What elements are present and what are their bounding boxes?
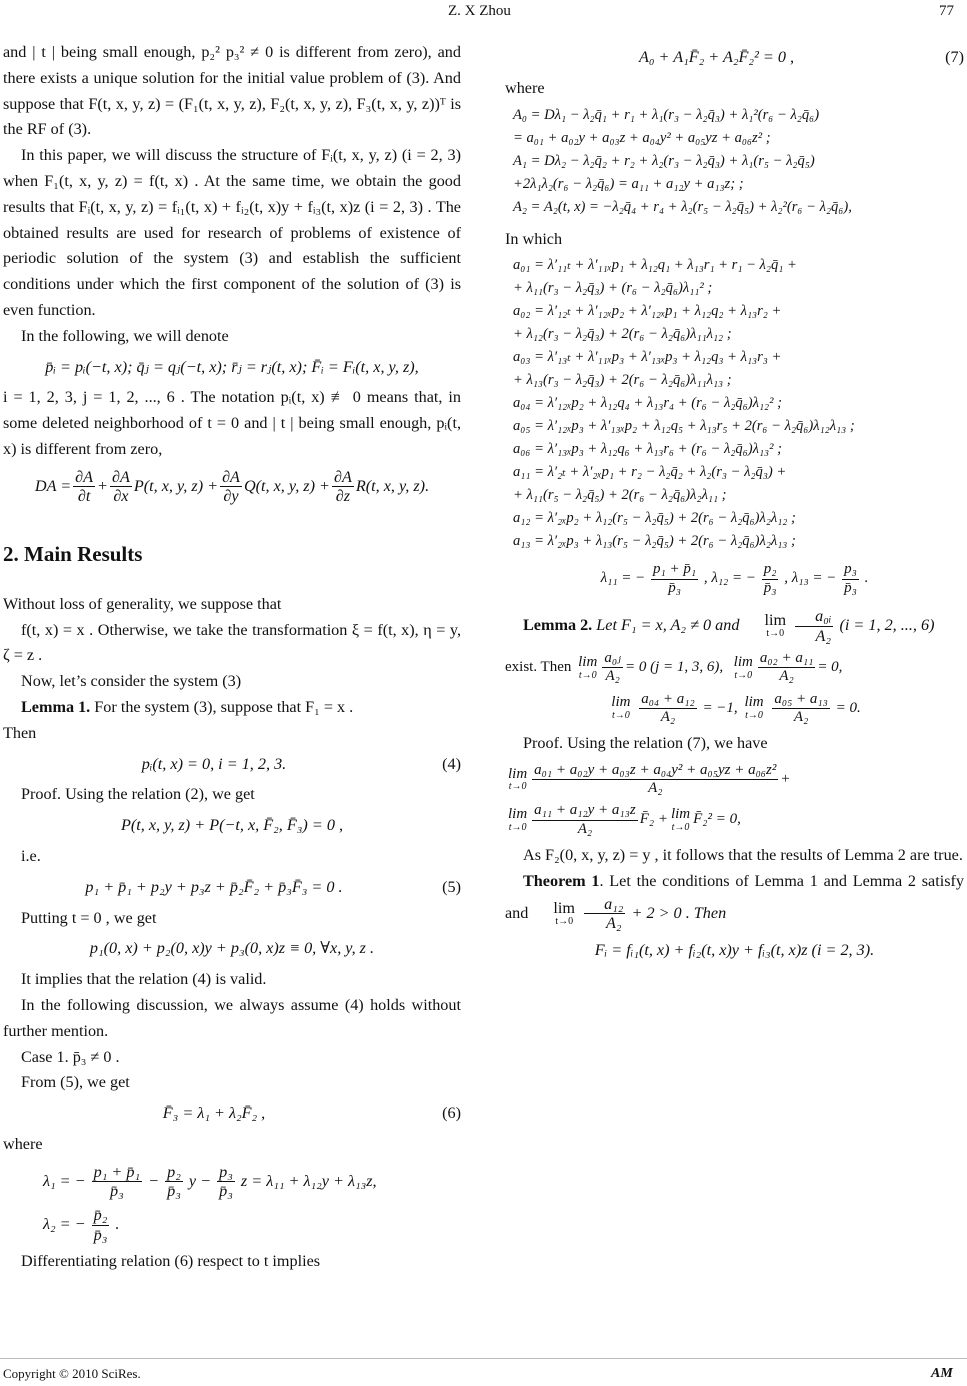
section-heading: 2. Main Results	[3, 542, 143, 566]
proof-1-intro: Proof. Using the relation (2), we get	[21, 785, 255, 804]
generality-paragraph: Without loss of generality, we suppose that	[3, 594, 282, 613]
lemma-2-results-b: lim t→0 $\frac{\text{a₀₄ + a₁₂}}{\text{A₂}}$ = −1, lim t→0 $\frac{\text{a₀₅ + a₁₃}}{\text{A₂}}$ = 0.	[611, 690, 861, 725]
proof-2-intro: Proof. Using the relation (7), we have	[523, 734, 768, 753]
equation-p-relation: P(t, x, y, z) + P(−t, x, F̄₂, F̄₃) = 0 ,	[120, 816, 344, 835]
lemma-2-statement: Lemma 2. Let F₁ = x, A₂ ≠ 0 and lim t→0 $\frac{\text{a₀ᵢ}}{\text{A₂}}$ (i = 1, 2, ..., 6)	[523, 606, 935, 645]
proof-2-limit-a: lim t→0 $\frac{\text{a₀₁ + a₀₂y + a₀₃z + a₀₄y² + a₀₅yz + a₀₆z²}}{\text{A₂}}$ +	[508, 761, 791, 797]
theorem-1-equation: Fᵢ = fᵢ₁(t, x) + fᵢ₂(t, x)y + fᵢ₃(t, x)z (i = 2, 3).	[594, 940, 875, 959]
from-5-label: From (5), we get	[21, 1073, 130, 1092]
lambda-coefficients: λ₁₁ = − $\frac{\text{p₁ + p̄₁}}{\text{p̄₃}}$ , λ₁₂ = − $\frac{\text{p₂}}{\text{p̄₃}}$ , λ₁₃ = − $\frac{\text{p₃}}{\text{p̄₃}}$ .	[600, 561, 869, 596]
equation-7: A₀ + A₁F̄₂ + A₂F̄₂² = 0 , (7)	[638, 48, 964, 66]
transformation-paragraph: f(t, x) = x . Otherwise, we take the transformation ξ = f(t, x), η = y, ζ = z .	[3, 620, 461, 665]
notation-paragraph: i = 1, 2, 3, j = 1, 2, ..., 6 . The notation pᵢ(t, x) ≢ 0 means that, in some deleted neighborhood of t = 0 and | t | being small enough, pᵢ(t, x) is different from zero,	[3, 388, 461, 458]
consider-system: Now, let’s consider the system (3)	[21, 672, 242, 691]
as-paragraph: As F₂(0, x, y, z) = y , it follows that the results of Lemma 2 are true.	[523, 845, 963, 864]
page-number: 77	[939, 3, 954, 19]
equation-identity: p₁(0, x) + p₂(0, x)y + p₃(0, x)z ≡ 0, ∀x, y, z .	[89, 939, 375, 958]
equation-5: p₁ + p̄₁ + p₂y + p₃z + p̄₂F̄₂ + p̄₃F̄₃ = 0 . (5)	[85, 877, 461, 896]
right-column	[505, 40, 964, 969]
equation-4: pᵢ(t, x) = 0, i = 1, 2, 3. (4)	[141, 754, 461, 773]
ie-label: i.e.	[21, 846, 41, 865]
copyright-notice: Copyright © 2010 SciRes.	[3, 1366, 141, 1381]
da-definition: DA = $\frac{\partial A}{\partial t}$ + $\frac{\partial A}{\partial x}$ P(t, x, y, z) + $\frac{\partial A}{\partial y}$ Q(t, x, y, z) + $\frac{\partial A}{\partial z}$ R(t, x, y, z).	[34, 467, 430, 506]
in-which-label: In which	[505, 229, 563, 248]
intro-paragraph: and | t | being small enough, p₂² p₃² ≠ 0 is different from zero), and there exists a unique solution for the initial value problem of (3). And suppose that F(t, x, y, z) = (F₁(t, x, y, z), F₂(t, x, y, z), F₃(t, x, y, z))ᵀ is the RF of (3).	[3, 43, 461, 139]
lambda-2-definition: λ₂ = − $\frac{\text{p̄₂}}{\text{p̄₃}}$ .	[43, 1205, 120, 1244]
where-label-right: where	[505, 78, 545, 97]
differentiating-paragraph: Differentiating relation (6) respect to t implies	[21, 1252, 321, 1271]
equation-6: F̄₃ = λ₁ + λ₂F̄₂ , (6)	[162, 1104, 461, 1123]
theorem-1-statement: Theorem 1. Let the conditions of Lemma 1 and Lemma 2 satisfy and lim t→0 $\frac{\text{a₁₂}}{\text{A₂}}$ + 2 > 0 . Then	[505, 871, 964, 933]
case-1-label: Case 1. p̄₃ ≠ 0 .	[21, 1047, 120, 1066]
proof-2-limit-b: lim t→0 $\frac{\text{a₁₁ + a₁₂y + a₁₃z}}{\text{A₂}}$ F̄₂ + lim t→0 F̄₂² = 0,	[508, 802, 741, 837]
journal-abbreviation: AM	[931, 1366, 953, 1381]
implies-paragraph: It implies that the relation (4) is valid.	[21, 970, 267, 989]
running-header-author: Z. X Zhou	[448, 3, 511, 19]
lambda-1-definition: λ₁ = − $\frac{\text{p₁ + p̄₁}}{\text{p̄₃}}$ − $\frac{\text{p₂}}{\text{p̄₃}}$ y − $\frac{\text{p₃}}{\text{p̄₃}}$ z = λ₁₁ + λ₁₂y + λ₁₃z,	[43, 1162, 377, 1201]
paper-aim-paragraph: In this paper, we will discuss the structure of Fᵢ(t, x, y, z) (i = 2, 3) when F₁(t, x, y, z) = f(t, x) . At the same time, we obtain the good results that Fᵢ(t, x, y, z) = fᵢ₁(t, x) + fᵢ₂(t, x)y + fᵢ₃(t, x)z (i = 2, 3) . The obtained results are used for research of problems of existence of periodic solution of the system (3) and establish the sufficient conditions under which the first component of the solution of (3) is even function.	[3, 146, 461, 319]
a-definitions: A₀ = Dλ₁ − λ₂q̄₁ + r₁ + λ₁(r₃ − λ₂q̄₃) + λ₁²(r₆ − λ₂q̄₆) = a₀₁ + a₀₂y + a₀₃z + a₀₄y² + a₀₅yz + a₀₆z² ; A₁ = Dλ₂ − λ₂q̄₂ + r₂ + λ₂(r₃ − λ₂q̄₃) + λ₁(r₅ − λ₂q̄₅) +2λ₁λ₂(r₆ − λ₂q̄₆) = a₁₁ + a₁₂y + a₁₃z; ; A₂ = A₂(t, x) = −λ₂q̄₄ + r₄ + λ₂(r₅ − λ₂q̄₅) + λ₂²(r₆ − λ₂q̄₆),	[513, 106, 852, 215]
left-column	[3, 40, 461, 1275]
footer-rule	[0, 1358, 967, 1359]
notation-intro: In the following, we will denote	[21, 326, 229, 345]
where-label: where	[3, 1134, 43, 1153]
assumption-paragraph: In the following discussion, we always assume (4) holds without further mention.	[3, 995, 461, 1040]
coefficient-definitions: a₀₁ = λ′₁₁ₜ + λ′₁₁ₓp₁ + λ₁₂q₁ + λ₁₃r₁ + r₁ − λ₂q̄₁ + + λ₁₁(r₃ − λ₂q̄₃) + (r₆ − λ₂q̄₆)λ₁₁² ; a₀₂ = λ′₁₂ₜ + λ′₁₂ₓp₂ + λ′₁₂ₓp₁ + λ₁₂q₂ + λ₁₃r₂ + + λ₁₂(r₃ − λ₂q̄₃) + 2(r₆ − λ₂q̄₆)λ₁₁λ₁₂ ; a₀₃ = λ′₁₃ₜ + λ′₁₁ₓp₃ + λ′₁₃ₓp₃ + λ₁₂q₃ + λ₁₃r₃ + + λ₁₃(r₃ − λ₂q̄₃) + 2(r₆ − λ₂q̄₆)λ₁₁λ₁₃ ; a₀₄ = λ′₁₂ₓp₂ + λ₁₂q₄ + λ₁₃r₄ + (r₆ − λ₂q̄₆)λ₁₂² ; a₀₅ = λ′₁₂ₓp₃ + λ′₁₃ₓp₂ + λ₁₂q₅ + λ₁₃r₅ + 2(r₆ − λ₂q̄₆)λ₁₂λ₁₃ ; a₀₆ = λ′₁₃ₓp₃ + λ₁₂q₆ + λ₁₃r₆ + (r₆ − λ₂q̄₆)λ₁₃² ; a₁₁ = λ′₂ₜ + λ′₂ₓp₁ + r₂ − λ₂q̄₂ + λ₂(r₃ − λ₂q̄₃) + + λ₁₁(r₅ − λ₂q̄₅) + 2(r₆ − λ₂q̄₆)λ₂λ₁₁ ; a₁₂ = λ′₂ₓp₂ + λ₁₂(r₅ − λ₂q̄₅) + 2(r₆ − λ₂q̄₆)λ₂λ₁₂ ; a₁₃ = λ′₂ₓp₃ + λ₁₃(r₅ − λ₂q̄₅) + 2(r₆ − λ₂q̄₆)λ₂λ₁₃ ;	[513, 257, 855, 550]
lemma-1-statement: Lemma 1. For the system (3), suppose that F₁ = x .	[21, 697, 354, 716]
notation-equation: p̄ᵢ = pᵢ(−t, x); q̄ⱼ = qⱼ(−t, x); r̄ⱼ = rⱼ(t, x); F̄ᵢ = Fᵢ(t, x, y, z),	[45, 357, 419, 376]
putting-t-zero: Putting t = 0 , we get	[21, 908, 157, 927]
lemma-2-results-a: exist. Then lim t→0 $\frac{\text{a₀ⱼ}}{\text{A₂}}$ = 0 (j = 1, 3, 6), lim t→0 $\frac{\text{a₀₂ + a₁₁}}{\text{A₂}}$ = 0,	[505, 650, 843, 685]
then-label: Then	[3, 723, 37, 742]
